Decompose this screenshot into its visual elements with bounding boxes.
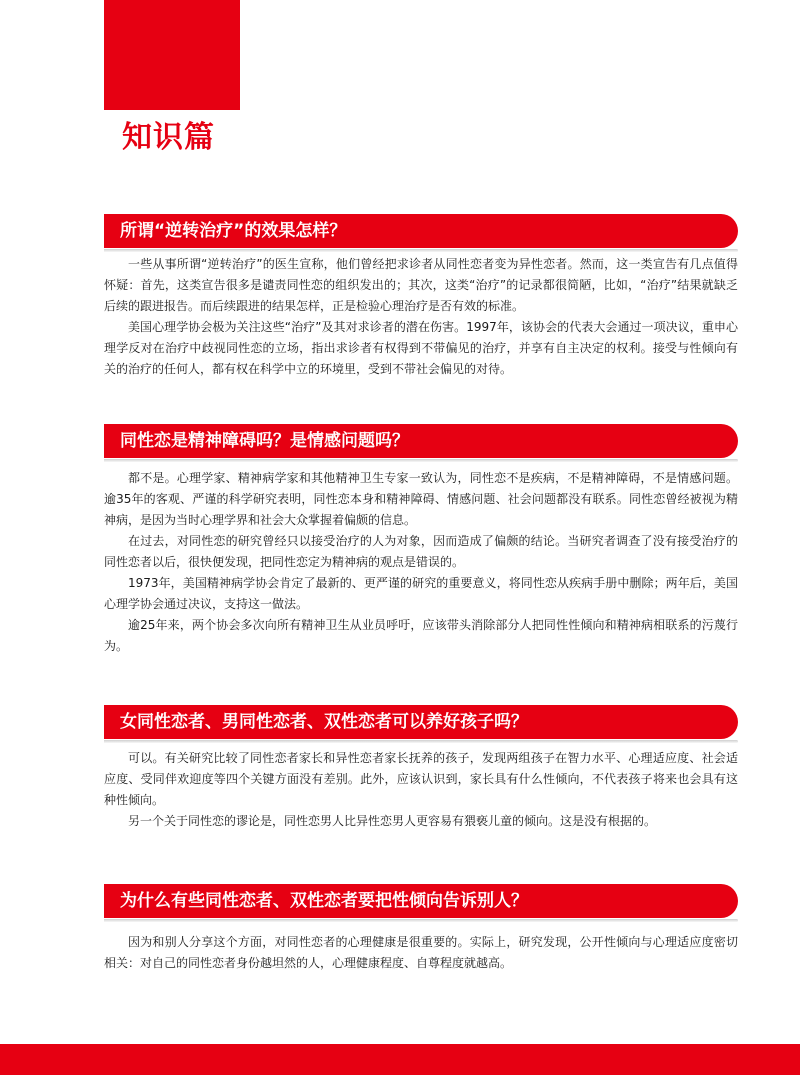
paragraph: 逾25年来，两个协会多次向所有精神卫生从业员呼吁，应该带头消除部分人把同性性倾向和精神病相联系的污蔑行为。 bbox=[104, 618, 738, 653]
section-heading-mental-disorder: 同性恋是精神障碍吗？是情感问题吗？ bbox=[104, 424, 738, 458]
section-body-parenting bbox=[104, 748, 738, 832]
paragraph: 一些从事所谓“逆转治疗”的医生宣称，他们曾经把求诊者从同性恋者变为异性恋者。然而，这一类宣告有几点值得怀疑：首先，这类宣告很多是谴责同性恋的组织发出的；其次，这类“治疗”的记录都很简陋，比如，“治疗”结果就缺乏后续的跟进报告。而后续跟进的结果怎样，正是检验心理治疗是否有效的标准。 bbox=[104, 257, 738, 313]
section-heading-coming-out: 为什么有些同性恋者、双性恋者要把性倾向告诉别人？ bbox=[104, 884, 738, 918]
section-body-coming-out bbox=[104, 932, 738, 974]
section-heading-parenting: 女同性恋者、男同性恋者、双性恋者可以养好孩子吗？ bbox=[104, 705, 738, 739]
section-body-mental-disorder bbox=[104, 468, 738, 657]
paragraph: 美国心理学协会极为关注这些“治疗”及其对求诊者的潜在伤害。1997年，该协会的代表大会通过一项决议，重申心理学反对在治疗中歧视同性恋的立场，指出求诊者有权得到不带偏见的治疗，并享有自主决定的权利。接受与性倾向有关的治疗的任何人，都有权在科学中立的环境里，受到不带社会偏见的对待。 bbox=[104, 320, 738, 376]
section-heading-reversal-therapy: 所谓“逆转治疗”的效果怎样？ bbox=[104, 214, 738, 248]
paragraph: 在过去，对同性恋的研究曾经只以接受治疗的人为对象，因而造成了偏颇的结论。当研究者调查了没有接受治疗的同性恋者以后，很快便发现，把同性恋定为精神病的观点是错误的。 bbox=[104, 534, 738, 569]
paragraph: 1973年，美国精神病学协会肯定了最新的、更严谨的研究的重要意义，将同性恋从疾病手册中删除；两年后，美国心理学协会通过决议，支持这一做法。 bbox=[104, 576, 738, 611]
paragraph: 可以。有关研究比较了同性恋者家长和异性恋者家长抚养的孩子，发现两组孩子在智力水平、心理适应度、社会适应度、受同伴欢迎度等四个关键方面没有差别。此外，应该认识到，家长具有什么性倾向，不代表孩子将来也会具有这种性倾向。 bbox=[104, 751, 738, 807]
footer-red-bar bbox=[0, 1044, 800, 1075]
paragraph: 都不是。心理学家、精神病学家和其他精神卫生专家一致认为，同性恋不是疾病，不是精神障碍，不是情感问题。逾35年的客观、严谨的科学研究表明，同性恋本身和精神障碍、情感问题、社会问题都没有联系。同性恋曾经被视为精神病，是因为当时心理学界和社会大众掌握着偏颇的信息。 bbox=[104, 471, 738, 527]
top-red-block bbox=[104, 0, 240, 110]
paragraph: 因为和别人分享这个方面，对同性恋者的心理健康是很重要的。实际上，研究发现，公开性倾向与心理适应度密切相关：对自己的同性恋者身份越坦然的人，心理健康程度、自尊程度就越高。 bbox=[104, 935, 738, 970]
paragraph: 另一个关于同性恋的谬论是，同性恋男人比异性恋男人更容易有猥亵儿童的倾向。这是没有根据的。 bbox=[128, 814, 657, 828]
page-title: 知识篇 bbox=[122, 120, 215, 155]
section-body-reversal-therapy bbox=[104, 254, 738, 380]
